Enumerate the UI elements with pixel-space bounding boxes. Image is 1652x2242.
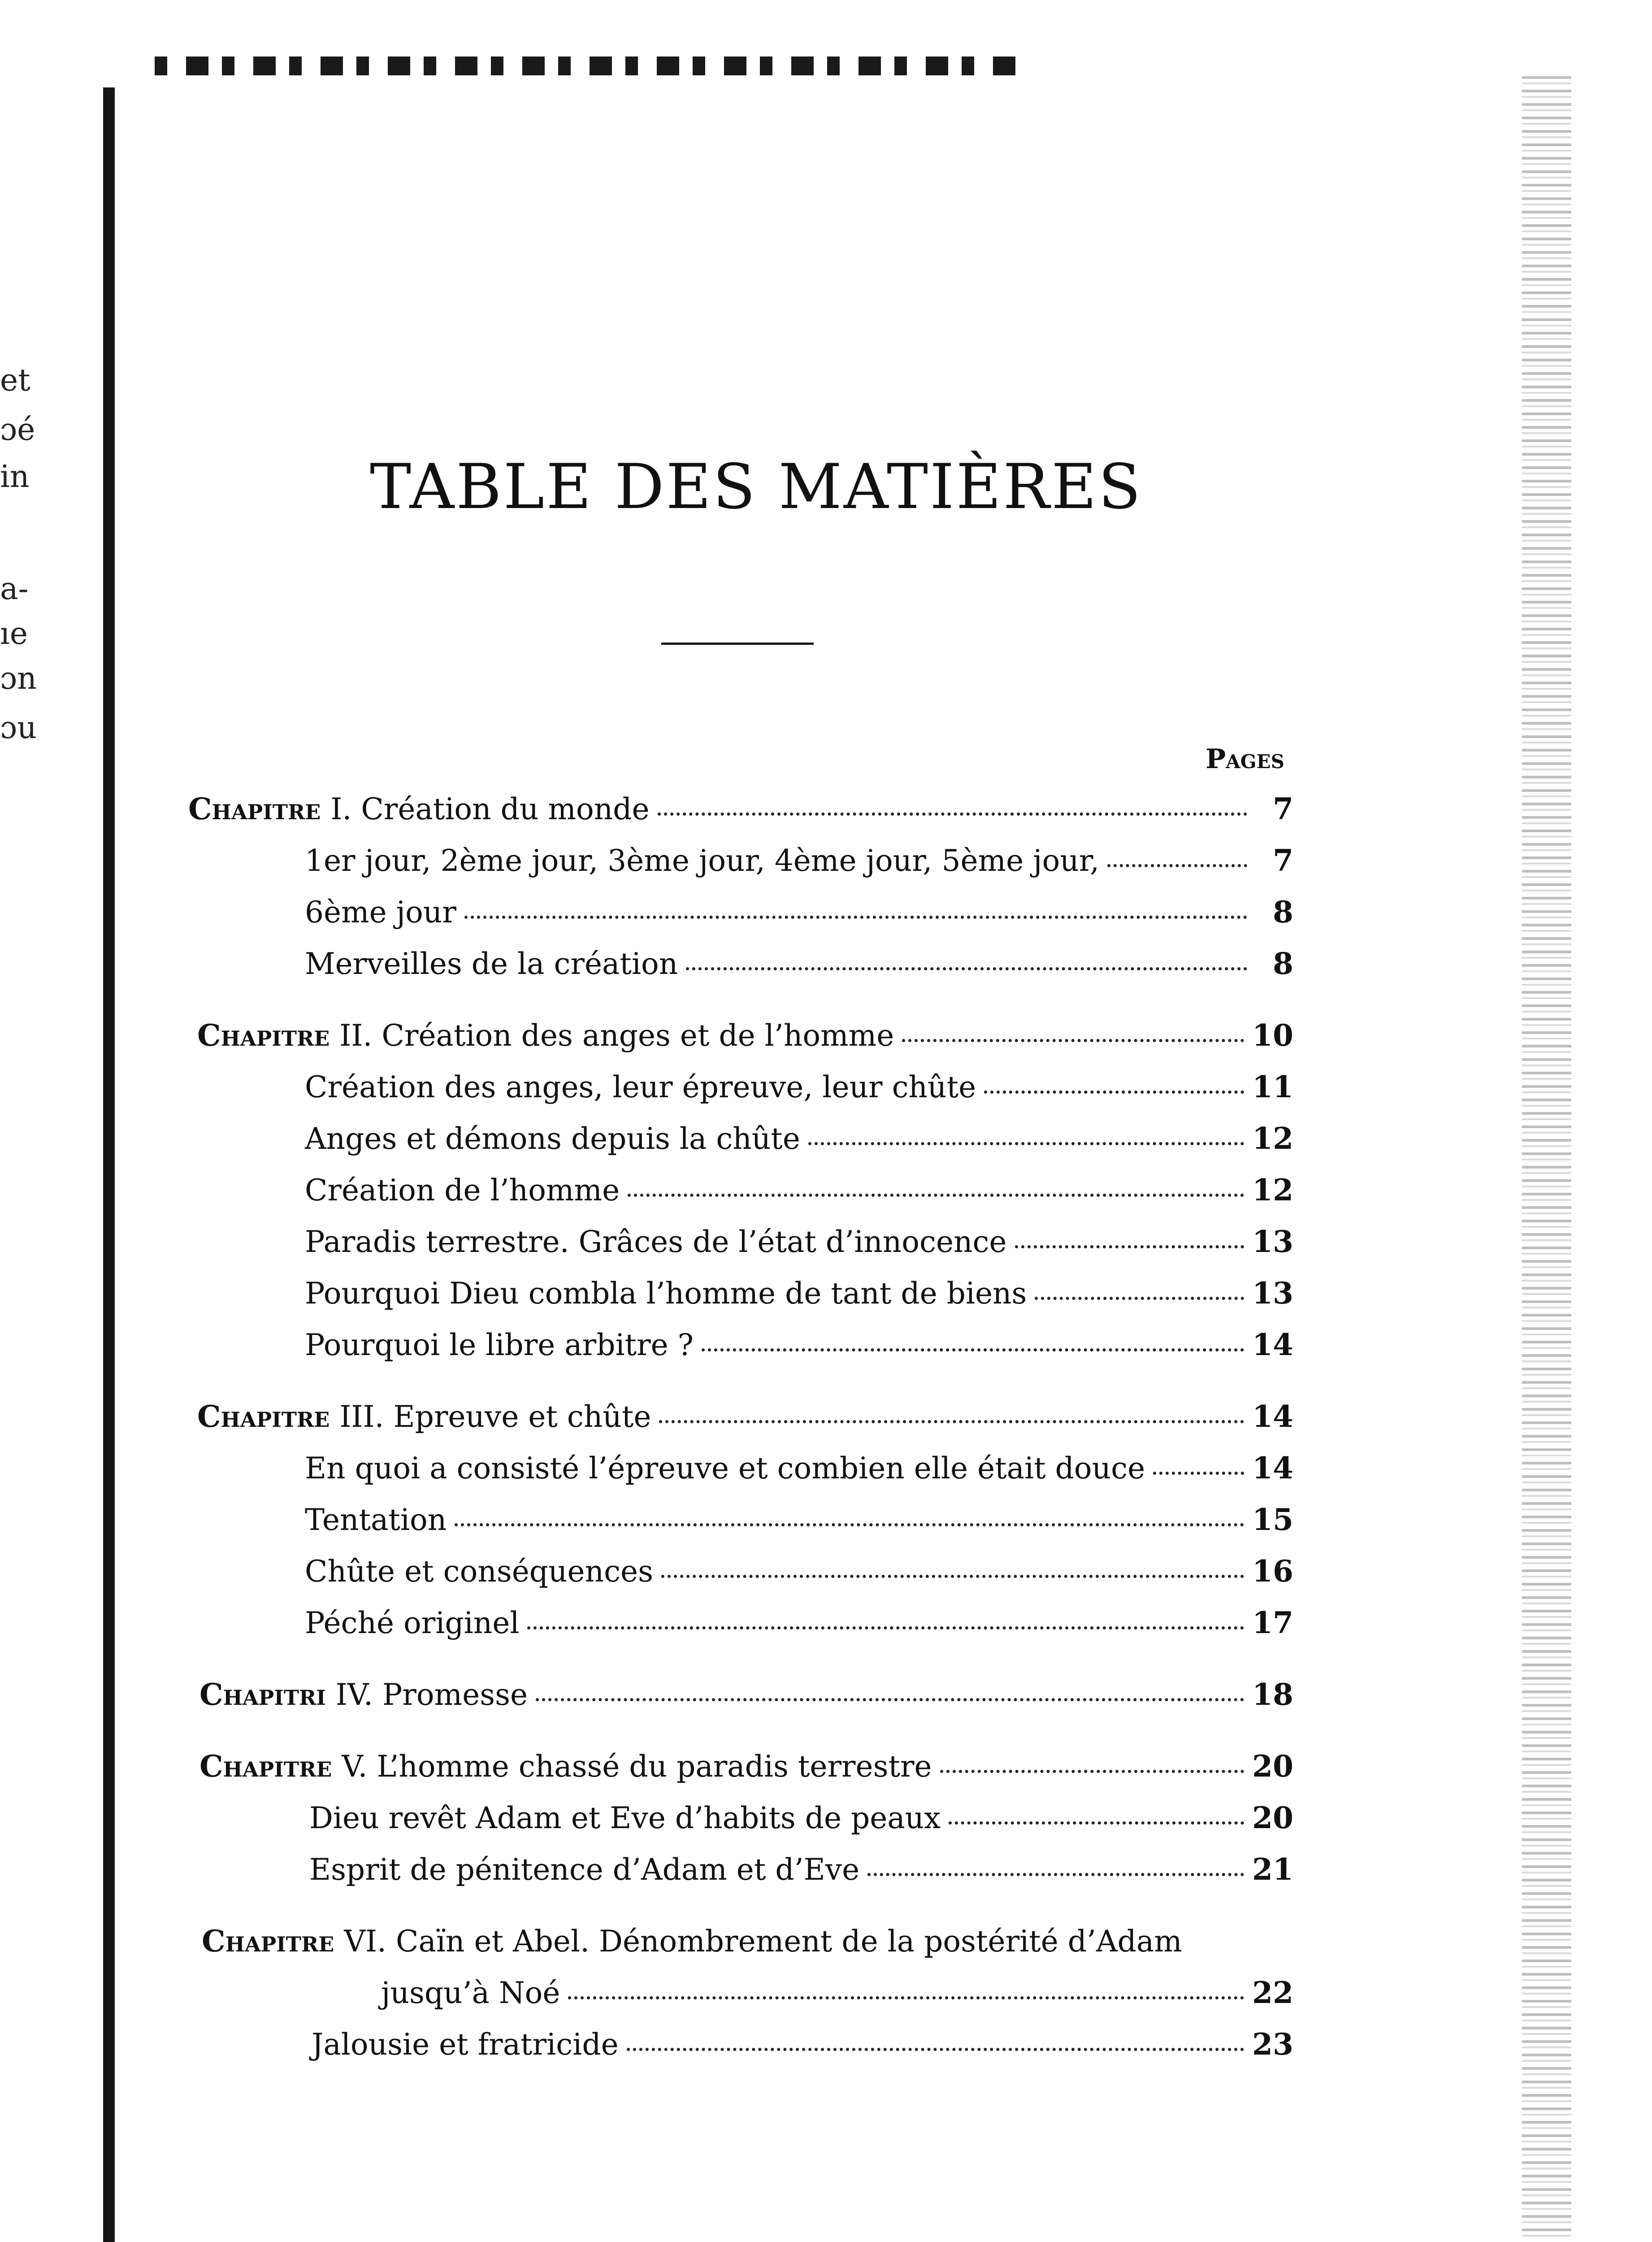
page-number: 14 xyxy=(1252,1327,1293,1362)
page-number: 12 xyxy=(1252,1173,1293,1208)
dot-leader xyxy=(867,1873,1244,1876)
entry-title: En quoi a consisté l’épreuve et combien elle était douce xyxy=(305,1451,1145,1486)
page-number: 20 xyxy=(1252,1749,1293,1784)
entry-title: Péché originel xyxy=(305,1606,520,1640)
bleed-text: ɔn xyxy=(0,661,37,696)
toc-sub-entry xyxy=(381,1975,1293,2016)
toc-chapter-entry xyxy=(197,1399,1293,1439)
page-number: 8 xyxy=(1273,895,1293,930)
bleed-text: ɔu xyxy=(0,710,37,746)
dot-leader xyxy=(1015,1245,1244,1248)
page-number: 15 xyxy=(1252,1502,1293,1537)
dot-leader xyxy=(1107,864,1247,867)
entry-title: Chûte et conséquences xyxy=(305,1554,653,1589)
page-number: 16 xyxy=(1252,1554,1293,1589)
toc-chapter-entry xyxy=(199,1677,1293,1717)
dot-leader xyxy=(536,1698,1244,1701)
dot-leader xyxy=(1153,1472,1244,1475)
toc-sub-entry xyxy=(305,1276,1293,1316)
toc-sub-entry xyxy=(305,1502,1293,1542)
page-number: 8 xyxy=(1273,946,1293,981)
chapter-label: Chapitre xyxy=(199,1749,332,1784)
page-number: 7 xyxy=(1273,843,1293,878)
toc-sub-entry xyxy=(305,843,1293,883)
chapter-label: Chapitre xyxy=(188,791,321,826)
entry-title: Anges et démons depuis la chûte xyxy=(305,1121,800,1156)
entry-title: II. Création des anges et de l’homme xyxy=(339,1018,894,1053)
entry-title: Esprit de pénitence d’Adam et d’Eve xyxy=(309,1852,860,1887)
toc-sub-entry xyxy=(312,2027,1293,2067)
page-number: 23 xyxy=(1252,2027,1293,2062)
dot-leader xyxy=(627,2048,1244,2051)
chapter-label: Chapitre xyxy=(197,1399,330,1434)
page-number: 7 xyxy=(1273,791,1293,826)
toc-chapter-entry xyxy=(197,1018,1293,1058)
page-number: 14 xyxy=(1252,1451,1293,1486)
page-number: 10 xyxy=(1252,1018,1293,1053)
dot-leader xyxy=(659,1420,1244,1423)
dot-leader xyxy=(658,813,1247,816)
chapter-label: Chapitre xyxy=(202,1924,334,1959)
entry-title: Pourquoi Dieu combla l’homme de tant de biens xyxy=(305,1276,1027,1311)
dot-leader xyxy=(686,967,1247,970)
dot-leader xyxy=(628,1194,1244,1197)
pages-column-header: Pages xyxy=(1205,743,1284,775)
page-title: TABLE DES MATIÈRES xyxy=(370,451,1143,523)
page-number: 17 xyxy=(1252,1605,1293,1640)
page-number: 13 xyxy=(1252,1276,1293,1311)
toc-sub-entry xyxy=(305,1451,1293,1491)
toc-sub-entry xyxy=(305,1069,1293,1110)
entry-title: Paradis terrestre. Grâces de l’état d’innocence xyxy=(305,1225,1007,1259)
entry-title: Tentation xyxy=(305,1503,447,1537)
entry-title: Dieu revêt Adam et Eve d’habits de peaux xyxy=(309,1801,941,1835)
toc-sub-entry xyxy=(309,1800,1293,1841)
dot-leader xyxy=(902,1039,1244,1042)
toc-sub-entry xyxy=(305,1173,1293,1213)
toc-chapter-entry xyxy=(199,1749,1293,1789)
entry-title: IV. Promesse xyxy=(335,1677,528,1712)
entry-title: III. Epreuve et chûte xyxy=(339,1399,651,1434)
dot-leader xyxy=(455,1523,1244,1526)
toc-sub-entry xyxy=(305,1554,1293,1594)
bleed-text: ıe xyxy=(0,616,28,652)
dot-leader xyxy=(984,1091,1244,1094)
toc-sub-entry xyxy=(305,1121,1293,1161)
page-number: 13 xyxy=(1252,1224,1293,1259)
toc-chapter-entry xyxy=(202,1924,1293,1964)
toc-sub-entry xyxy=(305,1327,1293,1368)
dot-leader xyxy=(661,1575,1244,1578)
bleed-text: ɔé xyxy=(0,412,35,448)
bleed-text: et xyxy=(0,363,30,398)
entry-title: Création des anges, leur épreuve, leur chûte xyxy=(305,1070,976,1104)
page-number: 14 xyxy=(1252,1399,1293,1434)
dot-leader xyxy=(702,1348,1244,1351)
toc-sub-entry xyxy=(305,1605,1293,1646)
page-number: 22 xyxy=(1252,1975,1293,2010)
entry-title: jusqu’à Noé xyxy=(381,1976,560,2010)
toc-sub-entry xyxy=(305,895,1293,935)
toc-sub-entry xyxy=(305,946,1293,986)
page-number: 21 xyxy=(1252,1852,1293,1887)
dot-leader xyxy=(949,1821,1244,1825)
page-number: 20 xyxy=(1252,1800,1293,1835)
dot-leader xyxy=(568,1996,1244,1999)
chapter-label: Chapitri xyxy=(199,1677,326,1712)
toc-sub-entry xyxy=(305,1224,1293,1264)
dot-leader xyxy=(464,916,1247,919)
entry-title: 1er jour, 2ème jour, 3ème jour, 4ème jour, 5ème jour, xyxy=(305,843,1100,878)
bleed-text: a- xyxy=(0,571,29,607)
page-number: 11 xyxy=(1252,1069,1293,1104)
entry-title: 6ème jour xyxy=(305,895,456,930)
toc-sub-entry xyxy=(309,1852,1293,1892)
dot-leader xyxy=(527,1626,1244,1629)
entry-title: VI. Caïn et Abel. Dénombrement de la postérité d’Adam xyxy=(344,1924,1182,1959)
entry-title: V. L’homme chassé du paradis terrestre xyxy=(342,1749,932,1784)
page-number: 18 xyxy=(1252,1677,1293,1712)
dot-leader xyxy=(940,1770,1244,1773)
dot-leader xyxy=(1035,1297,1244,1300)
dot-leader xyxy=(808,1142,1244,1145)
toc-chapter-entry xyxy=(188,791,1293,832)
entry-title: Pourquoi le libre arbitre ? xyxy=(305,1328,694,1362)
entry-title: Création de l’homme xyxy=(305,1173,620,1208)
entry-title: I. Création du monde xyxy=(330,792,650,826)
chapter-label: Chapitre xyxy=(197,1018,330,1053)
entry-title: Merveilles de la création xyxy=(305,947,678,981)
page-number: 12 xyxy=(1252,1121,1293,1156)
entry-title: Jalousie et fratricide xyxy=(312,2027,619,2062)
bleed-text: in xyxy=(0,459,30,495)
